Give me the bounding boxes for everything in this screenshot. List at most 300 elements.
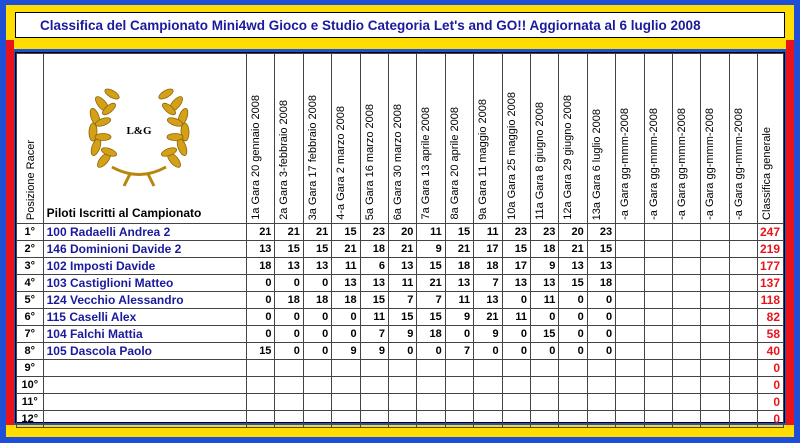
- score-cell: 7: [445, 343, 473, 360]
- score-cell: [502, 394, 530, 411]
- laurel-wreath-icon: [74, 82, 204, 192]
- score-cell: 0: [247, 326, 275, 343]
- score-cell: [672, 411, 700, 428]
- score-cell: [445, 411, 473, 428]
- score-cell: [644, 411, 672, 428]
- score-cell: [644, 224, 672, 241]
- score-cell: 21: [275, 224, 303, 241]
- score-cell: [616, 292, 644, 309]
- score-cell: [644, 360, 672, 377]
- score-cell: 9: [417, 241, 445, 258]
- score-cell: [389, 394, 417, 411]
- score-cell: 18: [530, 241, 558, 258]
- score-cell: 18: [445, 258, 473, 275]
- table-row: [17, 394, 784, 411]
- score-cell: [360, 377, 388, 394]
- table-row: [17, 309, 784, 326]
- score-cell: [729, 343, 757, 360]
- total-cell: 0: [758, 411, 784, 428]
- score-cell: [616, 275, 644, 292]
- score-cell: [474, 411, 502, 428]
- score-cell: [587, 360, 615, 377]
- score-cell: 0: [303, 275, 331, 292]
- table-row: [17, 377, 784, 394]
- race-header-12: [559, 54, 587, 224]
- score-cell: 18: [332, 292, 360, 309]
- race-header-10: [502, 54, 530, 224]
- race-header-label: -a Gara gg-mmm-2008: [619, 108, 632, 220]
- race-header-17: [701, 54, 729, 224]
- race-header-label: -a Gara gg-mmm-2008: [704, 108, 717, 220]
- score-cell: 23: [587, 224, 615, 241]
- score-cell: [360, 411, 388, 428]
- score-cell: [474, 360, 502, 377]
- score-cell: 11: [360, 309, 388, 326]
- score-cell: 13: [360, 275, 388, 292]
- score-cell: 15: [332, 224, 360, 241]
- score-cell: [332, 377, 360, 394]
- race-header-label: 2a Gara 3-febbraio 2008: [278, 100, 291, 220]
- score-cell: [445, 394, 473, 411]
- position-cell: 10°: [17, 377, 44, 394]
- score-cell: 0: [303, 326, 331, 343]
- score-cell: 0: [559, 292, 587, 309]
- score-cell: 9: [530, 258, 558, 275]
- score-cell: 7: [389, 292, 417, 309]
- score-cell: 13: [559, 258, 587, 275]
- score-cell: [729, 360, 757, 377]
- score-cell: 0: [502, 292, 530, 309]
- score-cell: 9: [360, 343, 388, 360]
- total-cell: 118: [758, 292, 784, 309]
- position-header-label: Posizione Racer: [25, 139, 38, 220]
- score-cell: [701, 258, 729, 275]
- score-cell: [644, 258, 672, 275]
- race-header-5: [360, 54, 388, 224]
- score-cell: [672, 275, 700, 292]
- score-cell: [303, 377, 331, 394]
- score-cell: [332, 394, 360, 411]
- race-header-label: 1a Gara 20 gennaio 2008: [250, 95, 263, 220]
- score-cell: [332, 360, 360, 377]
- score-cell: [644, 241, 672, 258]
- score-cell: [616, 326, 644, 343]
- pilot-name-cell: 105 Dascola Paolo: [43, 343, 246, 360]
- score-cell: 18: [303, 292, 331, 309]
- score-cell: [644, 343, 672, 360]
- score-cell: [672, 326, 700, 343]
- score-cell: [530, 360, 558, 377]
- score-cell: 0: [247, 292, 275, 309]
- race-header-16: [672, 54, 700, 224]
- score-cell: [275, 360, 303, 377]
- position-cell: 11°: [17, 394, 44, 411]
- score-cell: 0: [474, 343, 502, 360]
- race-header-label: 3a Gara 17 febbraio 2008: [306, 94, 319, 220]
- score-cell: [445, 360, 473, 377]
- position-cell: 1°: [17, 224, 44, 241]
- score-cell: [275, 411, 303, 428]
- score-cell: 9: [474, 326, 502, 343]
- race-header-label: 10a Gara 25 maggio 2008: [505, 92, 518, 220]
- pilot-name-cell: [43, 411, 246, 428]
- race-header-8: [445, 54, 473, 224]
- race-header-13: [587, 54, 615, 224]
- score-cell: [672, 241, 700, 258]
- pilot-name-cell: 102 Imposti Davide: [43, 258, 246, 275]
- score-cell: [729, 275, 757, 292]
- left-red-stripe: [6, 40, 14, 432]
- score-cell: 21: [417, 275, 445, 292]
- pilot-name-cell: 115 Caselli Alex: [43, 309, 246, 326]
- score-cell: 0: [530, 309, 558, 326]
- score-cell: [616, 377, 644, 394]
- score-cell: [417, 394, 445, 411]
- score-cell: 13: [502, 275, 530, 292]
- score-cell: [701, 292, 729, 309]
- race-header-14: [616, 54, 644, 224]
- race-header-label: -a Gara gg-mmm-2008: [732, 108, 745, 220]
- score-cell: [530, 411, 558, 428]
- score-cell: 15: [303, 241, 331, 258]
- score-cell: 13: [332, 275, 360, 292]
- score-cell: 15: [587, 241, 615, 258]
- score-cell: [587, 394, 615, 411]
- score-cell: [247, 394, 275, 411]
- table-row: [17, 343, 784, 360]
- total-cell: 247: [758, 224, 784, 241]
- score-cell: 15: [360, 292, 388, 309]
- score-cell: [701, 241, 729, 258]
- score-cell: 0: [559, 309, 587, 326]
- score-cell: 7: [417, 292, 445, 309]
- score-cell: [729, 411, 757, 428]
- score-cell: [247, 360, 275, 377]
- score-cell: 15: [275, 241, 303, 258]
- table-row: [17, 326, 784, 343]
- score-cell: [701, 377, 729, 394]
- score-cell: 20: [559, 224, 587, 241]
- position-cell: 9°: [17, 360, 44, 377]
- score-cell: [616, 343, 644, 360]
- score-cell: [644, 377, 672, 394]
- score-cell: [616, 241, 644, 258]
- position-cell: 5°: [17, 292, 44, 309]
- pilot-name-cell: 146 Dominioni Davide 2: [43, 241, 246, 258]
- score-cell: [644, 292, 672, 309]
- pilot-name-cell: 100 Radaelli Andrea 2: [43, 224, 246, 241]
- score-cell: [616, 394, 644, 411]
- standings-sheet: [15, 52, 785, 426]
- score-cell: [587, 377, 615, 394]
- score-cell: 9: [332, 343, 360, 360]
- score-cell: [701, 326, 729, 343]
- score-cell: [559, 377, 587, 394]
- score-cell: [247, 377, 275, 394]
- score-cell: [502, 360, 530, 377]
- table-row: [17, 241, 784, 258]
- score-cell: [644, 309, 672, 326]
- score-cell: 0: [303, 309, 331, 326]
- score-cell: 0: [587, 343, 615, 360]
- score-cell: 0: [530, 343, 558, 360]
- score-cell: 20: [389, 224, 417, 241]
- score-cell: [389, 360, 417, 377]
- pilots-header-label: Piloti Iscritti al Campionato: [46, 206, 202, 220]
- score-cell: 0: [275, 275, 303, 292]
- score-cell: [559, 360, 587, 377]
- race-header-label: 4-a Gara 2 marzo 2008: [335, 106, 348, 220]
- race-header-label: 5a Gara 16 marzo 2008: [363, 103, 376, 220]
- score-cell: 0: [502, 326, 530, 343]
- score-cell: 23: [502, 224, 530, 241]
- score-cell: 0: [275, 326, 303, 343]
- score-cell: 13: [474, 292, 502, 309]
- score-cell: 15: [445, 224, 473, 241]
- total-cell: 219: [758, 241, 784, 258]
- race-header-label: 11a Gara 8 giugno 2008: [533, 102, 546, 220]
- score-cell: [672, 377, 700, 394]
- score-cell: [360, 394, 388, 411]
- score-cell: 11: [332, 258, 360, 275]
- score-cell: [502, 411, 530, 428]
- total-cell: 82: [758, 309, 784, 326]
- position-cell: 3°: [17, 258, 44, 275]
- score-cell: 21: [389, 241, 417, 258]
- score-cell: [616, 224, 644, 241]
- race-header-1: [247, 54, 275, 224]
- score-cell: 0: [303, 343, 331, 360]
- score-cell: [672, 224, 700, 241]
- score-cell: [729, 224, 757, 241]
- right-red-stripe: [786, 40, 794, 432]
- race-header-label: 12a Gara 29 giugno 2008: [562, 95, 575, 220]
- pilot-name-cell: [43, 360, 246, 377]
- score-cell: 11: [445, 292, 473, 309]
- total-cell: 58: [758, 326, 784, 343]
- total-cell: 177: [758, 258, 784, 275]
- score-cell: [275, 394, 303, 411]
- score-cell: [616, 411, 644, 428]
- header-row: [17, 54, 784, 224]
- score-cell: 0: [587, 326, 615, 343]
- score-cell: 9: [389, 326, 417, 343]
- score-cell: 21: [445, 241, 473, 258]
- score-cell: [729, 241, 757, 258]
- pilot-name-cell: [43, 377, 246, 394]
- score-cell: 6: [360, 258, 388, 275]
- score-cell: 21: [332, 241, 360, 258]
- score-cell: [729, 377, 757, 394]
- position-cell: 2°: [17, 241, 44, 258]
- score-cell: 13: [587, 258, 615, 275]
- score-cell: 0: [559, 343, 587, 360]
- score-cell: 0: [502, 343, 530, 360]
- score-cell: [729, 326, 757, 343]
- total-cell: 40: [758, 343, 784, 360]
- score-cell: 13: [389, 258, 417, 275]
- table-row: [17, 275, 784, 292]
- score-cell: 11: [417, 224, 445, 241]
- score-cell: [417, 411, 445, 428]
- score-cell: [701, 360, 729, 377]
- score-cell: [247, 411, 275, 428]
- score-cell: 0: [275, 343, 303, 360]
- score-cell: [332, 411, 360, 428]
- score-cell: [474, 377, 502, 394]
- position-header: [17, 54, 44, 224]
- score-cell: 15: [389, 309, 417, 326]
- score-cell: 21: [247, 224, 275, 241]
- score-cell: [530, 377, 558, 394]
- score-cell: 23: [360, 224, 388, 241]
- pilots-header: [43, 54, 246, 224]
- total-header: [758, 54, 784, 224]
- score-cell: 18: [474, 258, 502, 275]
- race-header-9: [474, 54, 502, 224]
- total-cell: 0: [758, 377, 784, 394]
- pilot-name-cell: 103 Castiglioni Matteo: [43, 275, 246, 292]
- score-cell: [616, 360, 644, 377]
- position-cell: 6°: [17, 309, 44, 326]
- score-cell: [587, 411, 615, 428]
- score-cell: [672, 343, 700, 360]
- race-header-label: 6a Gara 30 marzo 2008: [392, 103, 404, 220]
- score-cell: 17: [474, 241, 502, 258]
- score-cell: 0: [445, 326, 473, 343]
- score-cell: [303, 360, 331, 377]
- race-header-label: 9a Gara 11 maggio 2008: [477, 99, 490, 220]
- score-cell: [644, 394, 672, 411]
- score-cell: 0: [275, 309, 303, 326]
- score-cell: [729, 309, 757, 326]
- score-cell: 0: [417, 343, 445, 360]
- score-cell: 23: [530, 224, 558, 241]
- table-row: [17, 411, 784, 428]
- position-cell: 7°: [17, 326, 44, 343]
- race-header-label: 7a Gara 13 aprile 2008: [420, 107, 433, 220]
- score-cell: 7: [474, 275, 502, 292]
- score-cell: [672, 292, 700, 309]
- table-row: [17, 258, 784, 275]
- race-header-7: [417, 54, 445, 224]
- score-cell: [389, 411, 417, 428]
- position-cell: 4°: [17, 275, 44, 292]
- score-cell: 13: [303, 258, 331, 275]
- score-cell: 18: [417, 326, 445, 343]
- race-header-label: 8a Gara 20 aprile 2008: [448, 107, 461, 220]
- score-cell: [417, 360, 445, 377]
- score-cell: 11: [502, 309, 530, 326]
- score-cell: 15: [417, 309, 445, 326]
- score-cell: 15: [559, 275, 587, 292]
- race-header-3: [303, 54, 331, 224]
- score-cell: [701, 309, 729, 326]
- race-header-6: [389, 54, 417, 224]
- total-header-label: Classifica generale: [761, 127, 773, 220]
- score-cell: 21: [559, 241, 587, 258]
- pilot-name-cell: [43, 394, 246, 411]
- total-cell: 0: [758, 360, 784, 377]
- score-cell: 13: [275, 258, 303, 275]
- score-cell: 18: [587, 275, 615, 292]
- score-cell: [701, 411, 729, 428]
- score-cell: [530, 394, 558, 411]
- position-cell: 12°: [17, 411, 44, 428]
- race-header-label: -a Gara gg-mmm-2008: [647, 108, 660, 220]
- score-cell: 11: [530, 292, 558, 309]
- score-cell: [417, 377, 445, 394]
- total-cell: 0: [758, 394, 784, 411]
- pilot-name-cell: 104 Falchi Mattia: [43, 326, 246, 343]
- score-cell: [303, 394, 331, 411]
- score-cell: 13: [445, 275, 473, 292]
- race-header-11: [530, 54, 558, 224]
- race-header-18: [729, 54, 757, 224]
- score-cell: [644, 275, 672, 292]
- score-cell: [701, 224, 729, 241]
- score-cell: [672, 258, 700, 275]
- score-cell: 7: [360, 326, 388, 343]
- score-cell: 0: [332, 326, 360, 343]
- score-cell: 21: [474, 309, 502, 326]
- table-row: [17, 292, 784, 309]
- race-header-15: [644, 54, 672, 224]
- position-cell: 8°: [17, 343, 44, 360]
- score-cell: 18: [275, 292, 303, 309]
- score-cell: [616, 309, 644, 326]
- score-cell: 15: [417, 258, 445, 275]
- score-cell: 0: [247, 309, 275, 326]
- table-row: [17, 224, 784, 241]
- score-cell: [389, 377, 417, 394]
- score-cell: [729, 258, 757, 275]
- score-cell: [303, 411, 331, 428]
- score-cell: [701, 343, 729, 360]
- total-cell: 137: [758, 275, 784, 292]
- score-cell: [701, 394, 729, 411]
- score-cell: [644, 326, 672, 343]
- score-cell: [701, 275, 729, 292]
- score-cell: 0: [559, 326, 587, 343]
- svg-text:L&G: L&G: [126, 125, 152, 137]
- title-box: [15, 12, 785, 38]
- score-cell: 15: [502, 241, 530, 258]
- race-header-label: -a Gara gg-mmm-2008: [675, 108, 688, 220]
- score-cell: [445, 377, 473, 394]
- score-cell: 13: [530, 275, 558, 292]
- race-header-2: [275, 54, 303, 224]
- score-cell: [474, 394, 502, 411]
- race-header-label: 13a Gara 6 luglio 2008: [590, 108, 603, 220]
- standings-table: [16, 53, 784, 428]
- score-cell: [275, 377, 303, 394]
- score-cell: [672, 394, 700, 411]
- score-cell: 13: [247, 241, 275, 258]
- score-cell: [729, 394, 757, 411]
- score-cell: 0: [587, 292, 615, 309]
- score-cell: [672, 309, 700, 326]
- pilot-name-cell: 124 Vecchio Alessandro: [43, 292, 246, 309]
- score-cell: [559, 411, 587, 428]
- score-cell: 18: [247, 258, 275, 275]
- score-cell: [360, 360, 388, 377]
- race-header-4: [332, 54, 360, 224]
- score-cell: 11: [389, 275, 417, 292]
- score-cell: 9: [445, 309, 473, 326]
- score-cell: [729, 292, 757, 309]
- score-cell: 21: [303, 224, 331, 241]
